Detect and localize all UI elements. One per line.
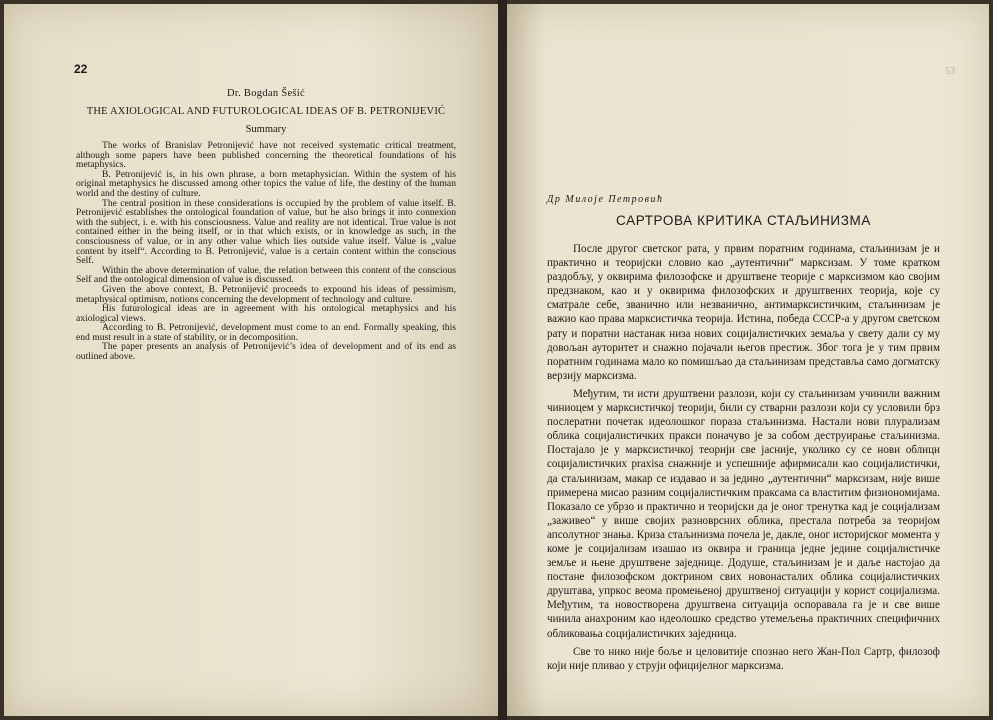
- article-body: [547, 242, 940, 673]
- summary-paragraph: B. Petronijević is, in his own phrase, a born metaphysician. Within the system of his original metaphysics he discussed among other topics the value of life, the destiny of the human world and the destiny of culture.: [76, 168, 456, 199]
- summary-paragraph: The paper presents an analysis of Petronijević’s idea of development and of its end as outlined above.: [76, 341, 456, 363]
- author-name: Dr. Bogdan Šešić: [226, 88, 305, 99]
- right-page: [507, 4, 989, 716]
- article-title: THE AXIOLOGICAL AND FUTUROLOGICAL IDEAS OF B. PETRONIJEVIĆ: [86, 106, 446, 117]
- summary-paragraph: According to B. Petronijević, development must come to an end. Formally speaking, this end must result in a state of stability, or in decomposition.: [76, 322, 456, 343]
- author-name: Др Милоје Петровић: [547, 194, 664, 205]
- summary-paragraph: The works of Branislav Petronijević have not received systematic critical treatment, although some papers have been published concerning the theoretical foundations of his metaphysics.: [76, 140, 456, 171]
- article-paragraph: После другог светског рата, у првим поратним годинама, стаљинизам је и практично и теоријски словио као „аутентични“ марксизам. У томе кратком раздобљу, у оквирима филозофске и друштвене теорије с марксизмом као својим предзнаком, као и у оквирима филозофских и друштвених теорија, које су сматрале себе, званично или незванично, антимарксистичким, стаљинизам је важио као права марксистичка теорија. Истина, победа СССР-а у другом светском рату и поратни настанак низа нових социјалистичких земаља у свету дали су му довољан ауторитет и снажно појачали његов престиж. Због тога је у тим првим поратним годинама мало ко помишљао да стаљинизам представља само догматску верзију марксизма.: [547, 243, 940, 382]
- serbian-article-column: [547, 194, 940, 677]
- left-page: [4, 4, 498, 716]
- summary-paragraph: Given the above context, B. Petronijević proceeds to expound his ideas of pessimism, metaphysical optimism, notions concerning the development of technology and culture.: [76, 283, 456, 305]
- article-title: САРТРОВА КРИТИКА СТАЉИНИЗМА: [616, 213, 871, 228]
- summary-paragraph: The central position in these considerations is occupied by the problem of value itself. B. Petronijević establishes the ontological foundation of value, but he also brings it into connexion with the subject, i. e. with his consciousness. Value and reality are not identical. True value is not contained either in the being itself, or in that which exists, or in knowledge as such, in the consciousness of value, or in any other value which lies outside value itself. Value is „value content by itself“. According to B. Petronijević, value is a certain content within the conscious Self.: [76, 197, 456, 267]
- summary-heading: Summary: [245, 124, 287, 135]
- summary-body: [76, 141, 456, 362]
- faded-corner-mark: 53: [945, 66, 955, 77]
- article-paragraph: Међутим, ти исти друштвени разлози, који су стаљинизам учинили важним чиниоцем у марксистичкој теорији, били су стварни разлози који су условили брз послератни почетак идеолошког пораза стаљинизма. Настали нови плурализам облика социјалистичких пракси поначуво је за собом деструирање стаљинизма. Постајало је у марксистичкој теорији све јасније, уколико су се нови облици социјалистичких praxisa снажније и успешније афирмисали као социјалистички, да стаљинизам, макар се издавао и за једино „аутентични“ марксизам, није више примерена мисао разним социјалистичким праксама са властитим физиономијама. Показало се убрзо и практично и теоријски да је оног тренутка кад је социјализам „заживео“ у више својих разноврсних облика, престала потреба за теоријом апсолутног знања. Криза стаљинизма почела је, дакле, оног историјског момента у коме је социјализам изашао из оквира и граница једне једине социјалистичке земље и њене друштвене заједнице. Додуше, стаљинизам је и даље настојао да постане филозофском доктрином свих новонасталих облика социјалистичких друштава, упркос веома промењеној друштвеној ситуацији у корист социјализма. Међутим, та новостворена друштвена ситуација оспоравала га је и све више чинила анахроним као идеолошко средство утемељења практичних специфичних обликовања социјалистичких заједница.: [547, 387, 940, 640]
- summary-paragraph: Within the above determination of value, the relation between this content of the conscious Self and the ontological dimension of value is discussed.: [76, 264, 456, 286]
- summary-paragraph: His futurological ideas are in agreement with his ontological metaphysics and his axiological views.: [76, 303, 456, 324]
- english-summary-column: [76, 88, 456, 362]
- article-paragraph: Све то нико није боље и целовитије спознао него Жан-Пол Сартр, филозоф који није пливао у струји официјелног марксизма.: [547, 645, 940, 672]
- book-gutter: [498, 0, 507, 720]
- page-number: 22: [74, 62, 88, 76]
